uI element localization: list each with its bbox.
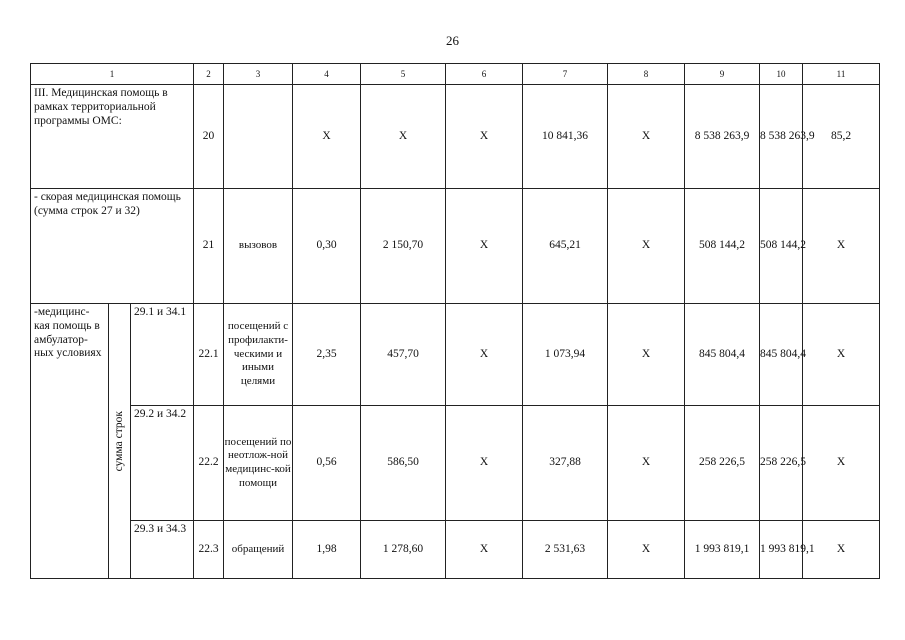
header-cell: 1 xyxy=(31,64,194,85)
header-cell: 7 xyxy=(523,64,608,85)
sub-label: 29.3 и 34.3 xyxy=(131,521,194,579)
value-cell: 1,98 xyxy=(293,521,361,579)
value-cell: X xyxy=(803,189,880,304)
value-cell: 2 150,70 xyxy=(361,189,446,304)
value-cell: 0,56 xyxy=(293,406,361,521)
value-cell: 845 804,4 xyxy=(685,304,760,406)
header-cell: 2 xyxy=(194,64,224,85)
header-cell: 11 xyxy=(803,64,880,85)
page-number: 26 xyxy=(446,33,459,48)
value-cell: X xyxy=(446,406,523,521)
header-cell: 4 xyxy=(293,64,361,85)
value-cell: X xyxy=(446,189,523,304)
value-cell: X xyxy=(608,521,685,579)
value-cell: 2,35 xyxy=(293,304,361,406)
value-cell: 1 073,94 xyxy=(523,304,608,406)
value-cell: 457,70 xyxy=(361,304,446,406)
unit-cell: посещений по неотлож-ной медицинс-кой помощи xyxy=(224,406,293,521)
value-cell: X xyxy=(446,85,523,189)
table-row xyxy=(31,304,880,406)
value-cell: X xyxy=(803,406,880,521)
value-cell: X xyxy=(446,521,523,579)
table-row xyxy=(31,189,880,304)
row-code: 22.3 xyxy=(194,521,224,579)
value-cell: 508 144,2 xyxy=(685,189,760,304)
value-cell: 1 993 819,1 xyxy=(760,521,803,579)
value-cell: X xyxy=(608,406,685,521)
value-cell: 10 841,36 xyxy=(523,85,608,189)
table-row xyxy=(31,85,880,189)
value-cell: X xyxy=(803,304,880,406)
value-cell: 258 226,5 xyxy=(760,406,803,521)
vertical-label-cell xyxy=(109,304,131,579)
unit-cell: посещений с профилакти-ческими и иными целями xyxy=(224,304,293,406)
row-code: 21 xyxy=(194,189,224,304)
value-cell: 508 144,2 xyxy=(760,189,803,304)
value-cell: X xyxy=(608,189,685,304)
row-code: 22.2 xyxy=(194,406,224,521)
vertical-label: сумма строк xyxy=(112,410,125,472)
value-cell: 8 538 263,9 xyxy=(685,85,760,189)
row-code: 20 xyxy=(194,85,224,189)
value-cell: X xyxy=(361,85,446,189)
row-label: - скорая медицинская помощь (сумма строк 27 и 32) xyxy=(31,189,194,304)
data-table xyxy=(30,63,880,579)
value-cell: 327,88 xyxy=(523,406,608,521)
unit-cell xyxy=(224,85,293,189)
header-cell: 5 xyxy=(361,64,446,85)
group-label: -медицинс-кая помощь в амбулатор-ных условиях xyxy=(31,304,109,579)
table-row xyxy=(31,521,880,579)
value-cell: 8 538 263,9 xyxy=(760,85,803,189)
header-cell: 10 xyxy=(760,64,803,85)
header-cell: 8 xyxy=(608,64,685,85)
table-row xyxy=(31,406,880,521)
value-cell: X xyxy=(608,304,685,406)
unit-cell: обращений xyxy=(224,521,293,579)
value-cell: X xyxy=(803,521,880,579)
unit-cell: вызовов xyxy=(224,189,293,304)
value-cell: X xyxy=(446,304,523,406)
value-cell: 1 278,60 xyxy=(361,521,446,579)
value-cell: 2 531,63 xyxy=(523,521,608,579)
header-cell: 3 xyxy=(224,64,293,85)
value-cell: 645,21 xyxy=(523,189,608,304)
value-cell: 845 804,4 xyxy=(760,304,803,406)
header-cell: 9 xyxy=(685,64,760,85)
value-cell: 1 993 819,1 xyxy=(685,521,760,579)
sub-label: 29.2 и 34.2 xyxy=(131,406,194,521)
value-cell: 85,2 xyxy=(803,85,880,189)
value-cell: 0,30 xyxy=(293,189,361,304)
row-code: 22.1 xyxy=(194,304,224,406)
header-row xyxy=(31,64,880,85)
header-cell: 6 xyxy=(446,64,523,85)
value-cell: 586,50 xyxy=(361,406,446,521)
value-cell: X xyxy=(608,85,685,189)
sub-label: 29.1 и 34.1 xyxy=(131,304,194,406)
value-cell: 258 226,5 xyxy=(685,406,760,521)
value-cell: X xyxy=(293,85,361,189)
row-label: III. Медицинская помощь в рамках территориальной программы ОМС: xyxy=(31,85,194,189)
